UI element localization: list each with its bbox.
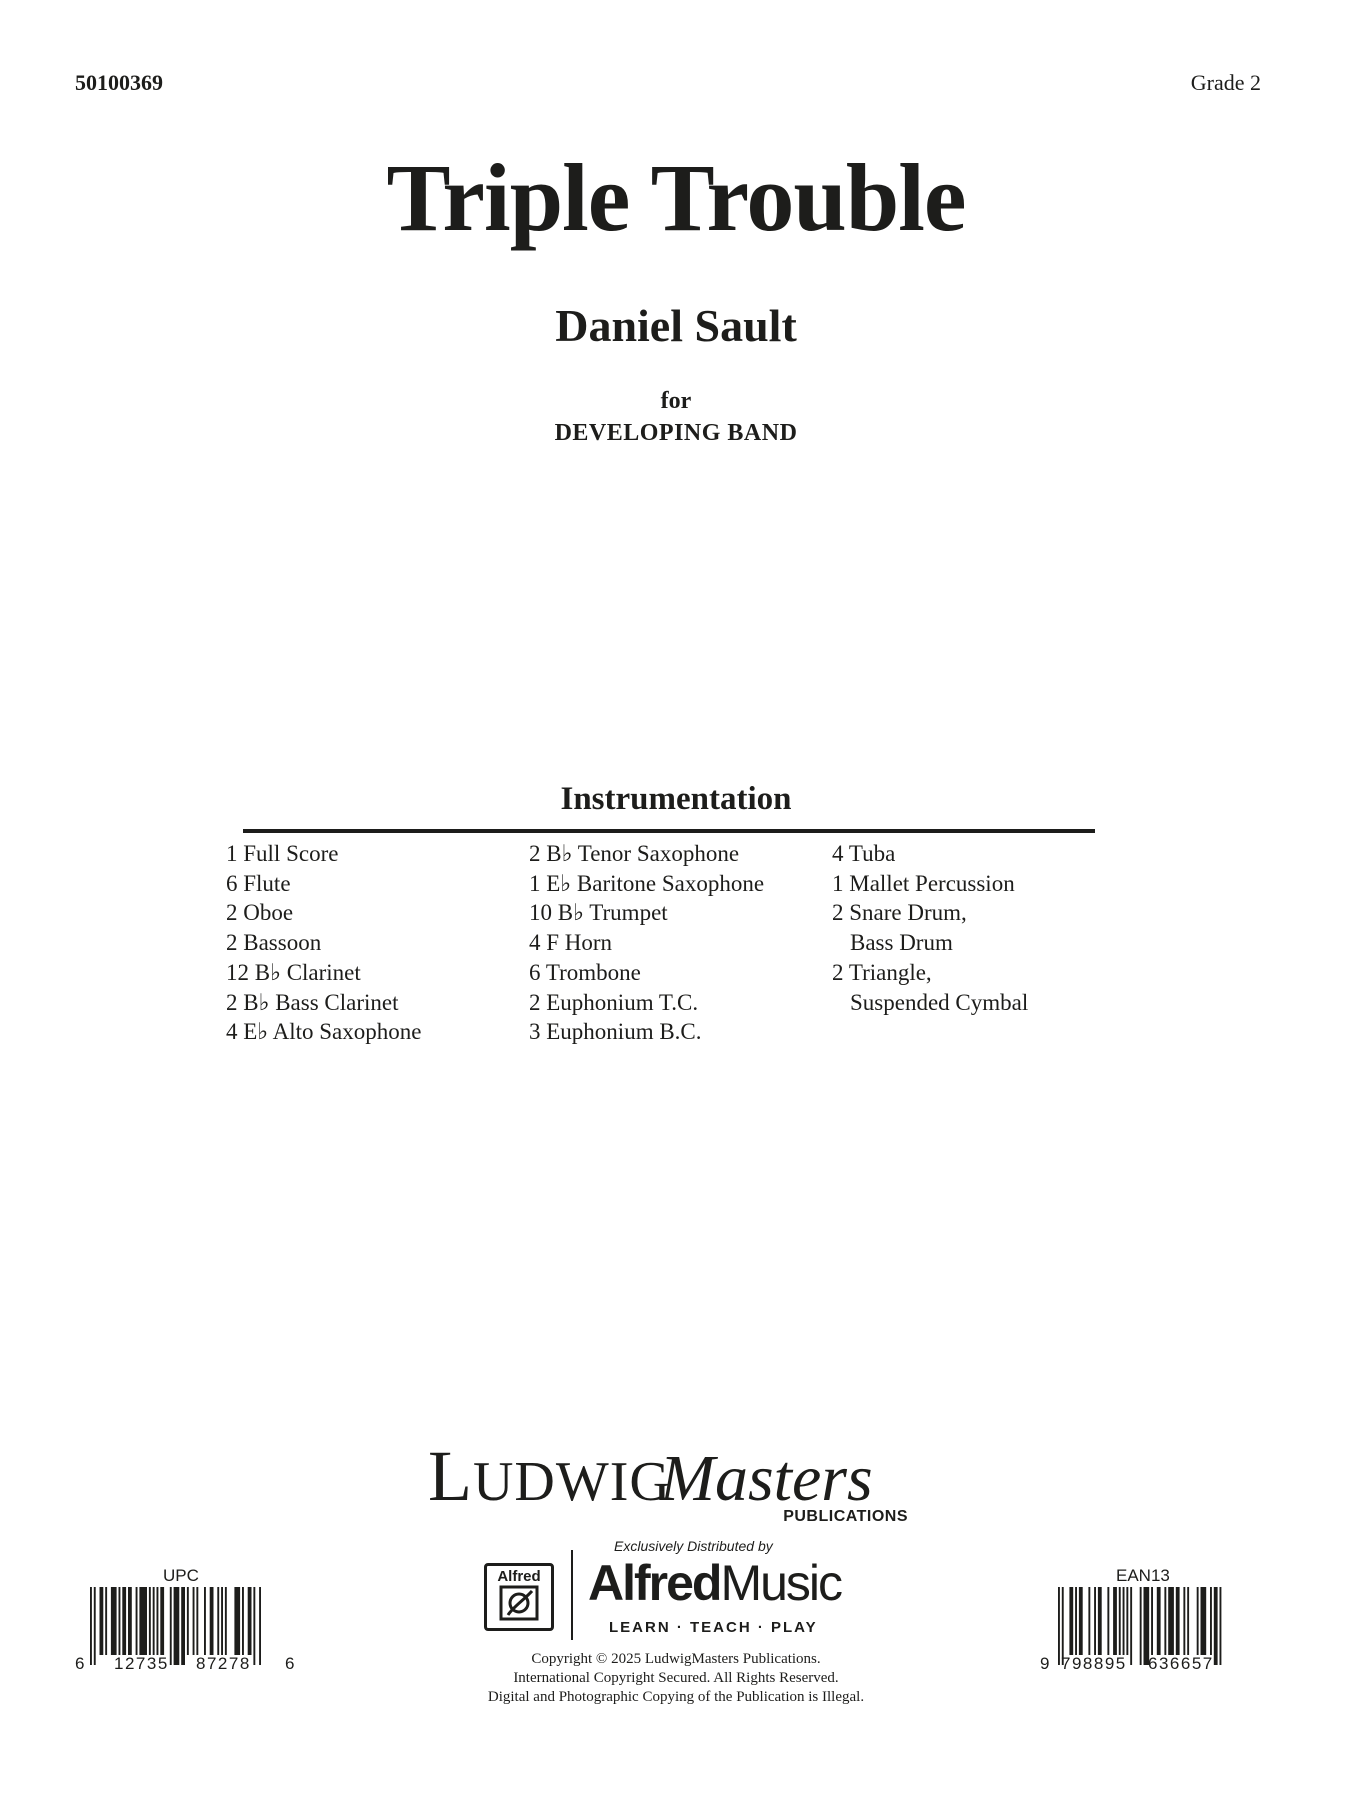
instrumentation-column-3 <box>832 839 1028 1017</box>
instrument-item: 2 B♭ Bass Clarinet <box>226 989 399 1015</box>
alfred-badge-text: Alfred <box>497 1568 541 1585</box>
instrument-item: 4 E♭ Alto Saxophone <box>226 1019 422 1045</box>
instrument-item: 6 Trombone <box>529 959 641 985</box>
upc-digits: 87278 <box>196 1654 251 1673</box>
instrument-item: Suspended Cymbal <box>850 989 1029 1015</box>
logo-divider <box>571 1550 573 1640</box>
ensemble-label: DEVELOPING BAND <box>554 420 798 446</box>
for-label: for <box>660 388 692 414</box>
instrument-item: 2 Snare Drum, <box>832 900 967 926</box>
distributed-by-label: Exclusively Distributed by <box>614 1538 773 1554</box>
alfred-tagline: LEARN · TEACH · PLAY <box>609 1619 818 1636</box>
instrumentation-heading: Instrumentation <box>560 781 792 817</box>
instrument-item: 2 Euphonium T.C. <box>529 989 699 1015</box>
alfred-wordmark-bold: Alfred <box>588 1555 721 1611</box>
instrumentation-rule <box>243 829 1095 833</box>
instrument-item: Bass Drum <box>850 930 953 956</box>
copyright-line: International Copyright Secured. All Rights Reserved. <box>513 1670 839 1686</box>
piece-title: Triple Trouble <box>386 144 966 251</box>
instrumentation-column-2 <box>529 839 764 1047</box>
ean-label: EAN13 <box>1116 1566 1170 1585</box>
instrument-item: 1 Full Score <box>226 841 339 866</box>
upc-digits: 6 <box>285 1654 295 1673</box>
instrumentation-column-1 <box>226 839 421 1047</box>
ludwigmasters-logo: LUDWIG Masters PUBLICATIONS <box>428 1436 908 1525</box>
instrument-item: 1 Mallet Percussion <box>832 870 1015 896</box>
instrument-item: 6 Flute <box>226 870 291 896</box>
copyright-line: Digital and Photographic Copying of the Publication is Illegal. <box>487 1689 865 1705</box>
ean-digits: 798895 <box>1061 1654 1127 1673</box>
instrument-item: 2 Triangle, <box>832 959 932 985</box>
logo-subtitle: PUBLICATIONS <box>783 1508 908 1525</box>
catalog-number: 50100369 <box>75 70 163 95</box>
instrument-item: 4 Tuba <box>832 841 896 866</box>
composer-name: Daniel Sault <box>555 300 797 351</box>
alfred-music-wordmark <box>588 1555 842 1611</box>
alfred-wordmark-regular: Music <box>720 1555 842 1611</box>
upc-digits: 12735 <box>114 1654 169 1673</box>
copyright-line: Copyright © 2025 LudwigMasters Publications. <box>531 1651 821 1667</box>
alfred-logo-icon <box>484 1563 554 1631</box>
instrument-item: 10 B♭ Trumpet <box>529 900 668 926</box>
instrument-item: 12 B♭ Clarinet <box>226 959 361 985</box>
grade-label: Grade 2 <box>1190 70 1261 95</box>
instrument-item: 4 F Horn <box>529 930 613 956</box>
instrument-item: 2 Bassoon <box>226 930 322 956</box>
upc-label: UPC <box>163 1566 199 1585</box>
instrument-item: 3 Euphonium B.C. <box>529 1019 702 1045</box>
alfred-emblem-icon <box>499 1585 539 1621</box>
instrument-item: 2 B♭ Tenor Saxophone <box>529 841 740 866</box>
ean-digits: 636657 <box>1148 1654 1214 1673</box>
instrument-item: 2 Oboe <box>226 900 294 926</box>
ean-digits: 9 <box>1040 1654 1050 1673</box>
instrument-item: 1 E♭ Baritone Saxophone <box>529 870 765 896</box>
upc-digits: 6 <box>75 1654 85 1673</box>
